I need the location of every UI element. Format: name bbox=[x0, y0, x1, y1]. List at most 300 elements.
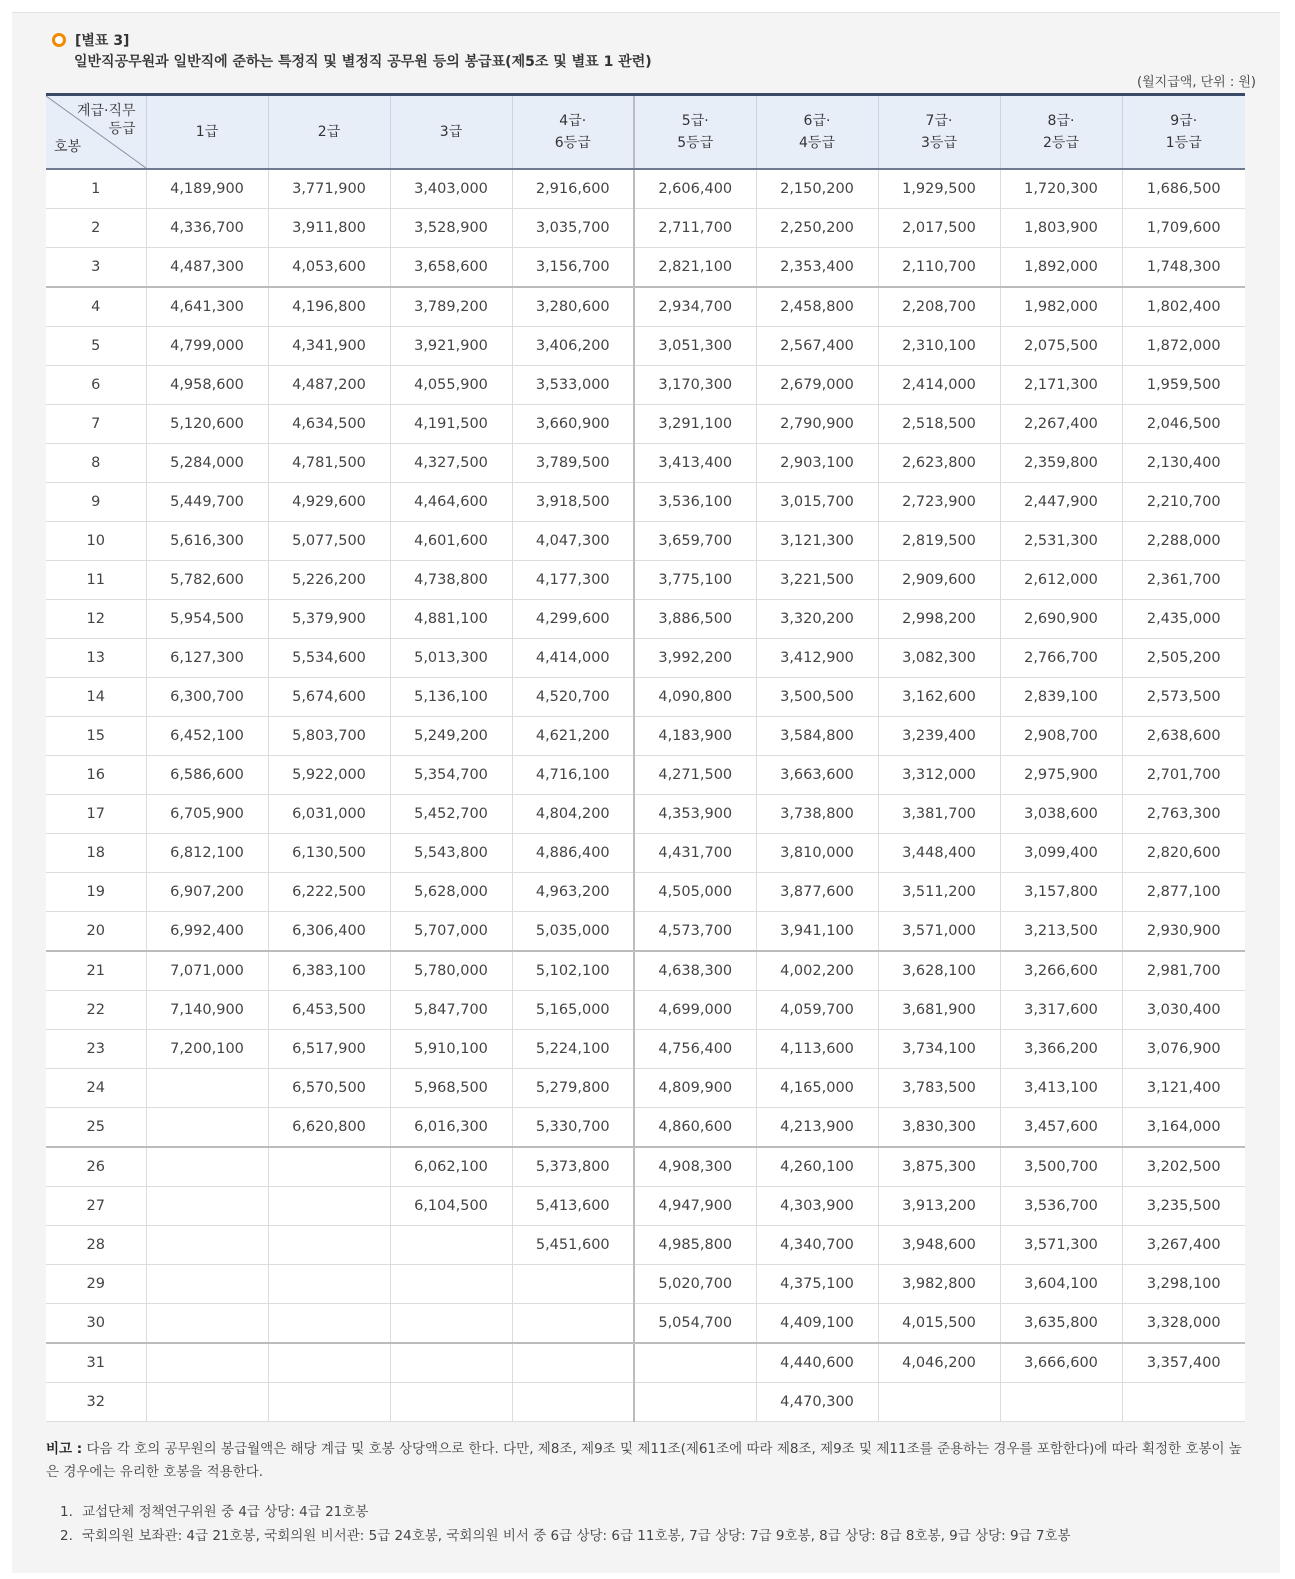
salary-cell: 3,357,400 bbox=[1122, 1343, 1245, 1383]
step-cell: 14 bbox=[46, 678, 146, 717]
salary-cell: 1,709,600 bbox=[1122, 209, 1245, 248]
ring-bullet-icon bbox=[52, 33, 66, 47]
salary-cell bbox=[146, 1304, 268, 1344]
step-cell: 16 bbox=[46, 756, 146, 795]
salary-cell: 2,250,200 bbox=[756, 209, 878, 248]
salary-cell: 3,406,200 bbox=[512, 327, 634, 366]
salary-cell: 5,035,000 bbox=[512, 912, 634, 952]
salary-cell: 3,266,600 bbox=[1000, 951, 1122, 991]
salary-cell: 5,616,300 bbox=[146, 522, 268, 561]
salary-cell bbox=[268, 1304, 390, 1344]
salary-cell: 2,934,700 bbox=[634, 287, 756, 327]
salary-cell: 3,635,800 bbox=[1000, 1304, 1122, 1344]
column-header-line: 4급· bbox=[559, 113, 587, 129]
step-cell: 27 bbox=[46, 1187, 146, 1226]
salary-cell: 3,982,800 bbox=[878, 1265, 1000, 1304]
table-row bbox=[46, 991, 1245, 1030]
column-header-line: 3등급 bbox=[921, 135, 957, 151]
salary-cell: 2,916,600 bbox=[512, 169, 634, 209]
salary-cell: 3,830,300 bbox=[878, 1108, 1000, 1148]
salary-cell: 4,260,100 bbox=[756, 1147, 878, 1187]
step-cell: 9 bbox=[46, 483, 146, 522]
salary-cell: 5,782,600 bbox=[146, 561, 268, 600]
salary-cell: 6,620,800 bbox=[268, 1108, 390, 1148]
salary-cell: 4,440,600 bbox=[756, 1343, 878, 1383]
salary-cell: 4,601,600 bbox=[390, 522, 512, 561]
salary-cell: 2,819,500 bbox=[878, 522, 1000, 561]
salary-cell bbox=[268, 1383, 390, 1422]
salary-cell: 4,177,300 bbox=[512, 561, 634, 600]
table-row bbox=[46, 1108, 1245, 1148]
step-cell: 31 bbox=[46, 1343, 146, 1383]
salary-cell: 2,208,700 bbox=[878, 287, 1000, 327]
salary-cell bbox=[878, 1383, 1000, 1422]
salary-cell: 2,790,900 bbox=[756, 405, 878, 444]
salary-cell: 7,200,100 bbox=[146, 1030, 268, 1069]
salary-cell: 3,500,500 bbox=[756, 678, 878, 717]
salary-cell: 5,543,800 bbox=[390, 834, 512, 873]
column-header-line: 7급· bbox=[925, 113, 953, 129]
note-item bbox=[60, 1524, 1246, 1548]
salary-cell: 1,686,500 bbox=[1122, 169, 1245, 209]
salary-cell: 4,881,100 bbox=[390, 600, 512, 639]
salary-cell: 2,908,700 bbox=[1000, 717, 1122, 756]
step-cell: 23 bbox=[46, 1030, 146, 1069]
salary-cell: 3,403,000 bbox=[390, 169, 512, 209]
step-cell: 24 bbox=[46, 1069, 146, 1108]
salary-cell: 4,327,500 bbox=[390, 444, 512, 483]
step-cell: 13 bbox=[46, 639, 146, 678]
step-cell: 3 bbox=[46, 248, 146, 288]
salary-cell: 4,299,600 bbox=[512, 600, 634, 639]
table-row bbox=[46, 717, 1245, 756]
salary-cell bbox=[390, 1265, 512, 1304]
table-title: 일반직공무원과 일반직에 준하는 특정직 및 별정직 공무원 등의 봉급표(제5조 및 별표 1 관련) bbox=[74, 54, 652, 70]
salary-cell: 6,992,400 bbox=[146, 912, 268, 952]
corner-step-label: 호봉 bbox=[54, 139, 82, 155]
table-row bbox=[46, 209, 1245, 248]
salary-cell: 5,279,800 bbox=[512, 1069, 634, 1108]
salary-cell: 3,162,600 bbox=[878, 678, 1000, 717]
salary-cell: 2,310,100 bbox=[878, 327, 1000, 366]
table-row bbox=[46, 169, 1245, 209]
column-header bbox=[268, 95, 390, 170]
column-header-line: 5급· bbox=[681, 113, 709, 129]
salary-cell: 1,959,500 bbox=[1122, 366, 1245, 405]
salary-cell: 3,099,400 bbox=[1000, 834, 1122, 873]
note-number: 1. bbox=[60, 1504, 73, 1520]
salary-cell: 2,909,600 bbox=[878, 561, 1000, 600]
salary-cell: 2,531,300 bbox=[1000, 522, 1122, 561]
salary-cell: 4,573,700 bbox=[634, 912, 756, 952]
salary-cell: 4,464,600 bbox=[390, 483, 512, 522]
salary-cell: 2,130,400 bbox=[1122, 444, 1245, 483]
salary-cell bbox=[390, 1304, 512, 1344]
table-row bbox=[46, 366, 1245, 405]
table-row bbox=[46, 1383, 1245, 1422]
table-row bbox=[46, 1030, 1245, 1069]
salary-cell: 7,140,900 bbox=[146, 991, 268, 1030]
salary-cell: 4,002,200 bbox=[756, 951, 878, 991]
salary-cell: 3,911,800 bbox=[268, 209, 390, 248]
salary-cell bbox=[512, 1383, 634, 1422]
table-row bbox=[46, 1343, 1245, 1383]
salary-cell: 4,963,200 bbox=[512, 873, 634, 912]
salary-cell: 4,271,500 bbox=[634, 756, 756, 795]
salary-cell: 5,120,600 bbox=[146, 405, 268, 444]
salary-cell: 5,674,600 bbox=[268, 678, 390, 717]
salary-cell: 3,584,800 bbox=[756, 717, 878, 756]
salary-cell: 2,267,400 bbox=[1000, 405, 1122, 444]
salary-cell: 4,189,900 bbox=[146, 169, 268, 209]
step-cell: 10 bbox=[46, 522, 146, 561]
salary-cell: 5,534,600 bbox=[268, 639, 390, 678]
table-row bbox=[46, 873, 1245, 912]
salary-cell: 3,030,400 bbox=[1122, 991, 1245, 1030]
salary-cell: 4,213,900 bbox=[756, 1108, 878, 1148]
salary-cell: 4,353,900 bbox=[634, 795, 756, 834]
salary-cell: 4,804,200 bbox=[512, 795, 634, 834]
salary-cell: 1,892,000 bbox=[1000, 248, 1122, 288]
salary-cell: 5,020,700 bbox=[634, 1265, 756, 1304]
salary-cell: 5,968,500 bbox=[390, 1069, 512, 1108]
salary-cell: 5,077,500 bbox=[268, 522, 390, 561]
salary-cell: 4,470,300 bbox=[756, 1383, 878, 1422]
salary-cell: 3,783,500 bbox=[878, 1069, 1000, 1108]
salary-cell bbox=[390, 1343, 512, 1383]
salary-cell: 4,638,300 bbox=[634, 951, 756, 991]
salary-cell: 3,810,000 bbox=[756, 834, 878, 873]
salary-cell: 3,170,300 bbox=[634, 366, 756, 405]
column-header-line: 4등급 bbox=[799, 135, 835, 151]
salary-cell: 3,918,500 bbox=[512, 483, 634, 522]
column-header-line: 2급 bbox=[317, 124, 341, 140]
salary-cell: 4,756,400 bbox=[634, 1030, 756, 1069]
salary-cell: 4,929,600 bbox=[268, 483, 390, 522]
step-cell: 17 bbox=[46, 795, 146, 834]
column-header-line: 2등급 bbox=[1043, 135, 1079, 151]
salary-cell: 3,412,900 bbox=[756, 639, 878, 678]
table-header-row bbox=[46, 95, 1245, 170]
table-row bbox=[46, 1147, 1245, 1187]
salary-cell: 5,449,700 bbox=[146, 483, 268, 522]
salary-cell: 4,015,500 bbox=[878, 1304, 1000, 1344]
salary-cell: 4,799,000 bbox=[146, 327, 268, 366]
salary-cell: 5,013,300 bbox=[390, 639, 512, 678]
column-header bbox=[390, 95, 512, 170]
salary-cell: 4,303,900 bbox=[756, 1187, 878, 1226]
salary-cell: 3,659,700 bbox=[634, 522, 756, 561]
column-header-line: 5등급 bbox=[677, 135, 714, 151]
salary-cell: 3,886,500 bbox=[634, 600, 756, 639]
salary-cell: 5,102,100 bbox=[512, 951, 634, 991]
salary-cell: 2,981,700 bbox=[1122, 951, 1245, 991]
salary-cell: 3,948,600 bbox=[878, 1226, 1000, 1265]
salary-cell: 3,291,100 bbox=[634, 405, 756, 444]
note-text: 교섭단체 정책연구위원 중 4급 상당: 4급 21호봉 bbox=[82, 1504, 369, 1520]
appendix-tag: [별표 3] bbox=[75, 33, 130, 49]
salary-cell: 4,183,900 bbox=[634, 717, 756, 756]
salary-cell: 3,457,600 bbox=[1000, 1108, 1122, 1148]
salary-cell: 2,763,300 bbox=[1122, 795, 1245, 834]
salary-cell bbox=[268, 1265, 390, 1304]
salary-cell: 5,373,800 bbox=[512, 1147, 634, 1187]
salary-cell bbox=[146, 1069, 268, 1108]
salary-cell: 2,361,700 bbox=[1122, 561, 1245, 600]
salary-cell: 4,520,700 bbox=[512, 678, 634, 717]
table-row bbox=[46, 561, 1245, 600]
remarks-label: 비고 : bbox=[46, 1441, 83, 1457]
salary-cell: 2,435,000 bbox=[1122, 600, 1245, 639]
salary-cell: 3,528,900 bbox=[390, 209, 512, 248]
salary-cell: 3,202,500 bbox=[1122, 1147, 1245, 1187]
notes-list bbox=[46, 1500, 1246, 1548]
salary-cell: 4,340,700 bbox=[756, 1226, 878, 1265]
salary-cell: 5,379,900 bbox=[268, 600, 390, 639]
table-row bbox=[46, 834, 1245, 873]
salary-cell: 2,679,000 bbox=[756, 366, 878, 405]
salary-cell: 5,910,100 bbox=[390, 1030, 512, 1069]
salary-cell bbox=[634, 1383, 756, 1422]
step-cell: 30 bbox=[46, 1304, 146, 1344]
salary-cell: 2,903,100 bbox=[756, 444, 878, 483]
salary-cell: 4,336,700 bbox=[146, 209, 268, 248]
salary-cell: 4,409,100 bbox=[756, 1304, 878, 1344]
unit-note: (월지급액, 단위 : 원) bbox=[1137, 75, 1256, 90]
step-cell: 8 bbox=[46, 444, 146, 483]
salary-cell: 3,789,500 bbox=[512, 444, 634, 483]
salary-cell: 6,127,300 bbox=[146, 639, 268, 678]
salary-cell bbox=[146, 1265, 268, 1304]
table-row bbox=[46, 1069, 1245, 1108]
salary-cell: 5,136,100 bbox=[390, 678, 512, 717]
table-row bbox=[46, 1187, 1245, 1226]
salary-cell: 1,803,900 bbox=[1000, 209, 1122, 248]
salary-cell: 5,330,700 bbox=[512, 1108, 634, 1148]
column-header bbox=[878, 95, 1000, 170]
salary-cell: 4,781,500 bbox=[268, 444, 390, 483]
step-cell: 32 bbox=[46, 1383, 146, 1422]
salary-cell: 3,320,200 bbox=[756, 600, 878, 639]
step-cell: 2 bbox=[46, 209, 146, 248]
salary-cell bbox=[390, 1226, 512, 1265]
salary-cell: 2,046,500 bbox=[1122, 405, 1245, 444]
step-cell: 6 bbox=[46, 366, 146, 405]
salary-cell: 5,452,700 bbox=[390, 795, 512, 834]
salary-cell: 3,511,200 bbox=[878, 873, 1000, 912]
salary-cell: 5,922,000 bbox=[268, 756, 390, 795]
salary-cell: 3,413,400 bbox=[634, 444, 756, 483]
column-header-line: 8급· bbox=[1047, 113, 1075, 129]
salary-cell bbox=[1122, 1383, 1245, 1422]
salary-cell: 2,359,800 bbox=[1000, 444, 1122, 483]
table-row bbox=[46, 405, 1245, 444]
salary-cell: 6,306,400 bbox=[268, 912, 390, 952]
salary-cell: 1,748,300 bbox=[1122, 248, 1245, 288]
salary-cell: 6,300,700 bbox=[146, 678, 268, 717]
salary-cell: 3,213,500 bbox=[1000, 912, 1122, 952]
corner-header bbox=[46, 95, 146, 170]
salary-cell: 4,487,300 bbox=[146, 248, 268, 288]
column-header bbox=[756, 95, 878, 170]
salary-cell: 3,317,600 bbox=[1000, 991, 1122, 1030]
salary-cell: 5,226,200 bbox=[268, 561, 390, 600]
table-row bbox=[46, 639, 1245, 678]
salary-cell: 2,975,900 bbox=[1000, 756, 1122, 795]
salary-cell: 3,628,100 bbox=[878, 951, 1000, 991]
salary-cell: 3,448,400 bbox=[878, 834, 1000, 873]
salary-cell: 6,705,900 bbox=[146, 795, 268, 834]
column-header-line: 1등급 bbox=[1165, 135, 1202, 151]
salary-cell: 3,571,000 bbox=[878, 912, 1000, 952]
column-header-line: 6급· bbox=[803, 113, 831, 129]
note-number: 2. bbox=[60, 1528, 73, 1544]
salary-cell bbox=[146, 1187, 268, 1226]
step-cell: 1 bbox=[46, 169, 146, 209]
table-row bbox=[46, 795, 1245, 834]
salary-cell: 1,929,500 bbox=[878, 169, 1000, 209]
salary-cell: 2,171,300 bbox=[1000, 366, 1122, 405]
salary-cell: 5,954,500 bbox=[146, 600, 268, 639]
salary-cell: 2,075,500 bbox=[1000, 327, 1122, 366]
salary-cell: 4,947,900 bbox=[634, 1187, 756, 1226]
salary-cell: 3,992,200 bbox=[634, 639, 756, 678]
salary-cell: 5,413,600 bbox=[512, 1187, 634, 1226]
salary-cell bbox=[146, 1383, 268, 1422]
salary-cell: 2,877,100 bbox=[1122, 873, 1245, 912]
salary-cell: 4,505,000 bbox=[634, 873, 756, 912]
salary-cell: 2,573,500 bbox=[1122, 678, 1245, 717]
salary-cell: 3,771,900 bbox=[268, 169, 390, 209]
salary-cell: 3,121,300 bbox=[756, 522, 878, 561]
salary-cell: 2,690,900 bbox=[1000, 600, 1122, 639]
salary-cell: 4,053,600 bbox=[268, 248, 390, 288]
salary-cell: 4,641,300 bbox=[146, 287, 268, 327]
salary-cell: 4,113,600 bbox=[756, 1030, 878, 1069]
salary-cell: 7,071,000 bbox=[146, 951, 268, 991]
salary-cell: 2,701,700 bbox=[1122, 756, 1245, 795]
salary-cell: 2,930,900 bbox=[1122, 912, 1245, 952]
step-cell: 18 bbox=[46, 834, 146, 873]
salary-cell: 2,711,700 bbox=[634, 209, 756, 248]
salary-cell: 3,328,000 bbox=[1122, 1304, 1245, 1344]
column-header bbox=[634, 95, 756, 170]
table-row bbox=[46, 1226, 1245, 1265]
step-cell: 21 bbox=[46, 951, 146, 991]
salary-cell: 1,720,300 bbox=[1000, 169, 1122, 209]
table-body bbox=[46, 169, 1245, 1422]
salary-cell: 3,312,000 bbox=[878, 756, 1000, 795]
salary-cell: 2,606,400 bbox=[634, 169, 756, 209]
table-row bbox=[46, 1304, 1245, 1344]
salary-cell: 2,505,200 bbox=[1122, 639, 1245, 678]
step-cell: 25 bbox=[46, 1108, 146, 1148]
salary-cell: 4,860,600 bbox=[634, 1108, 756, 1148]
pay-table bbox=[46, 93, 1245, 1422]
salary-cell: 4,375,100 bbox=[756, 1265, 878, 1304]
table-row bbox=[46, 600, 1245, 639]
salary-cell: 4,487,200 bbox=[268, 366, 390, 405]
note-item bbox=[60, 1500, 1246, 1524]
salary-cell: 2,766,700 bbox=[1000, 639, 1122, 678]
salary-cell: 3,738,800 bbox=[756, 795, 878, 834]
salary-cell: 5,249,200 bbox=[390, 717, 512, 756]
step-cell: 29 bbox=[46, 1265, 146, 1304]
step-cell: 11 bbox=[46, 561, 146, 600]
salary-cell: 4,196,800 bbox=[268, 287, 390, 327]
salary-cell: 6,452,100 bbox=[146, 717, 268, 756]
salary-cell: 4,431,700 bbox=[634, 834, 756, 873]
salary-cell: 3,913,200 bbox=[878, 1187, 1000, 1226]
salary-cell bbox=[512, 1304, 634, 1344]
salary-cell: 5,165,000 bbox=[512, 991, 634, 1030]
salary-cell: 3,875,300 bbox=[878, 1147, 1000, 1187]
salary-cell: 4,059,700 bbox=[756, 991, 878, 1030]
salary-cell: 3,663,600 bbox=[756, 756, 878, 795]
salary-cell: 3,941,100 bbox=[756, 912, 878, 952]
salary-cell: 3,082,300 bbox=[878, 639, 1000, 678]
salary-cell: 4,985,800 bbox=[634, 1226, 756, 1265]
step-cell: 26 bbox=[46, 1147, 146, 1187]
salary-cell: 4,165,000 bbox=[756, 1069, 878, 1108]
salary-cell bbox=[146, 1226, 268, 1265]
salary-cell: 3,921,900 bbox=[390, 327, 512, 366]
salary-cell: 3,533,000 bbox=[512, 366, 634, 405]
salary-cell: 2,638,600 bbox=[1122, 717, 1245, 756]
step-cell: 15 bbox=[46, 717, 146, 756]
salary-cell: 6,517,900 bbox=[268, 1030, 390, 1069]
salary-cell: 4,699,000 bbox=[634, 991, 756, 1030]
salary-cell: 4,908,300 bbox=[634, 1147, 756, 1187]
salary-cell: 2,518,500 bbox=[878, 405, 1000, 444]
salary-cell: 3,038,600 bbox=[1000, 795, 1122, 834]
salary-cell: 6,586,600 bbox=[146, 756, 268, 795]
step-cell: 4 bbox=[46, 287, 146, 327]
salary-cell: 3,157,800 bbox=[1000, 873, 1122, 912]
step-cell: 12 bbox=[46, 600, 146, 639]
salary-cell: 5,224,100 bbox=[512, 1030, 634, 1069]
table-row bbox=[46, 483, 1245, 522]
salary-cell: 1,872,000 bbox=[1122, 327, 1245, 366]
salary-cell bbox=[1000, 1383, 1122, 1422]
salary-cell: 3,366,200 bbox=[1000, 1030, 1122, 1069]
salary-cell: 4,886,400 bbox=[512, 834, 634, 873]
salary-cell: 4,634,500 bbox=[268, 405, 390, 444]
salary-cell bbox=[390, 1383, 512, 1422]
salary-cell: 5,628,000 bbox=[390, 873, 512, 912]
salary-cell: 4,046,200 bbox=[878, 1343, 1000, 1383]
salary-cell: 3,658,600 bbox=[390, 248, 512, 288]
column-header bbox=[512, 95, 634, 170]
salary-cell: 5,780,000 bbox=[390, 951, 512, 991]
salary-cell: 3,604,100 bbox=[1000, 1265, 1122, 1304]
salary-cell: 2,612,000 bbox=[1000, 561, 1122, 600]
salary-cell: 1,982,000 bbox=[1000, 287, 1122, 327]
salary-cell bbox=[512, 1265, 634, 1304]
salary-cell: 5,284,000 bbox=[146, 444, 268, 483]
corner-grade-label bbox=[77, 102, 136, 138]
column-header-line: 6등급 bbox=[554, 135, 591, 151]
salary-cell bbox=[268, 1187, 390, 1226]
salary-cell: 2,353,400 bbox=[756, 248, 878, 288]
salary-cell: 2,017,500 bbox=[878, 209, 1000, 248]
salary-cell: 3,681,900 bbox=[878, 991, 1000, 1030]
salary-cell: 4,090,800 bbox=[634, 678, 756, 717]
salary-cell bbox=[634, 1343, 756, 1383]
salary-cell: 4,414,000 bbox=[512, 639, 634, 678]
step-cell: 28 bbox=[46, 1226, 146, 1265]
table-row bbox=[46, 444, 1245, 483]
